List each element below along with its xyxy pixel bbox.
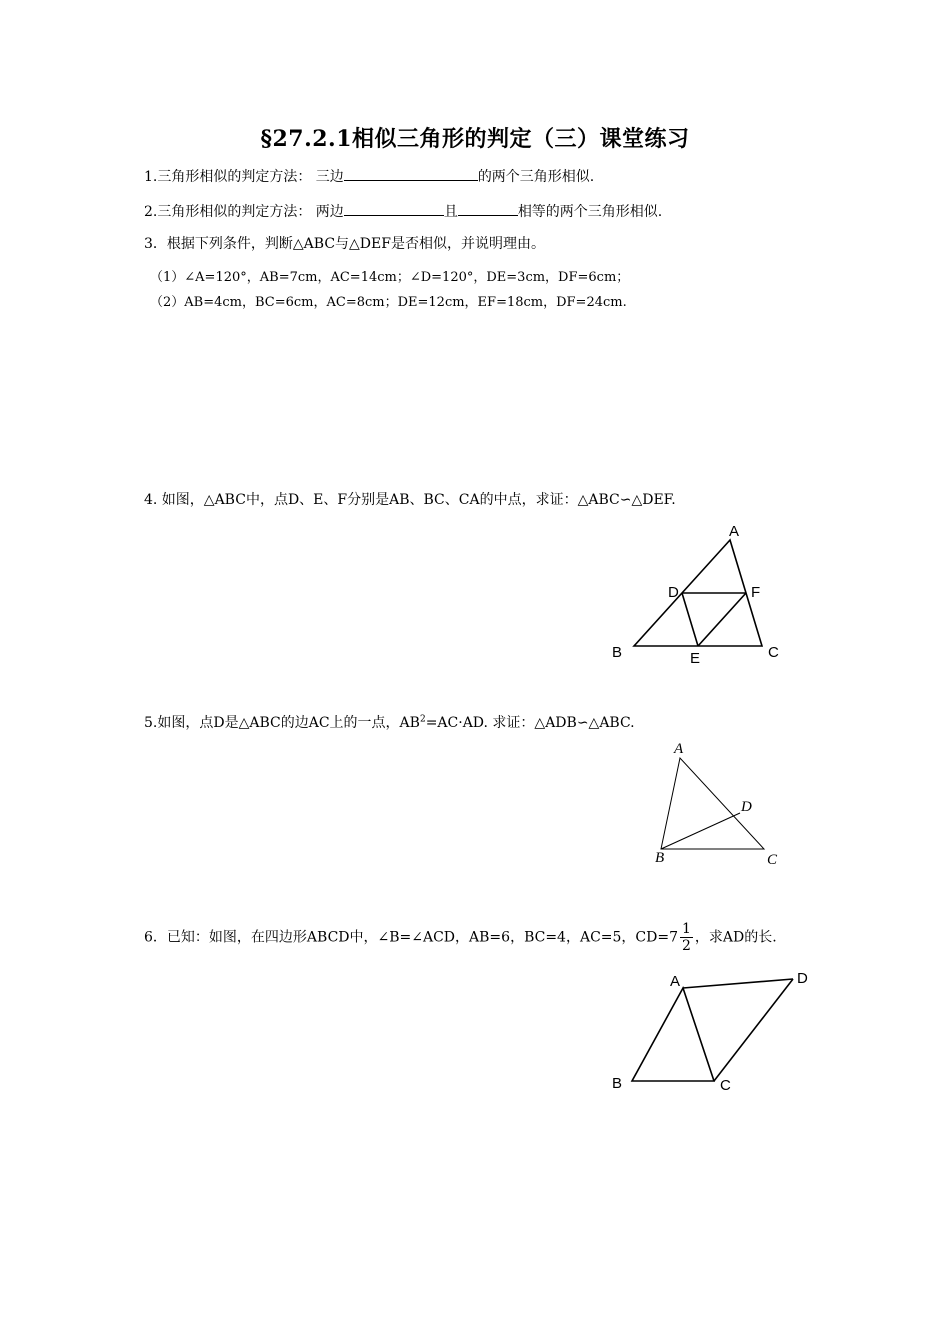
question-5-text-b: =AC·AD. 求证：△ADB∽△ABC. [425,715,635,731]
label-D: D [668,584,679,601]
label-B: B [612,644,623,661]
fraction-one-half: $\frac{1}{2}$ [682,921,691,954]
question-4: 4. 如图，△ABC中，点D、E、F分别是AB、BC、CA的中点，求证：△ABC∽△DEF. [144,492,676,508]
label-D: D [797,970,808,987]
label-B: B [655,850,665,866]
label-C: C [767,852,778,868]
question-2-prefix: 2.三角形相似的判定方法： 两边 [144,204,344,220]
question-3-part-1: （1）∠A=120°，AB=7cm，AC=14cm；∠D=120°，DE=3cm，DF=6cm； [150,270,630,285]
question-3: 3．根据下列条件，判断△ABC与△DEF是否相似，并说明理由。 [144,236,545,252]
question-2-mid: 且 [443,204,458,220]
question-6-text-a: 6．已知：如图，在四边形ABCD中，∠B=∠ACD，AB=6，BC=4，AC=5，CD=7 [144,929,678,946]
label-F: F [751,584,761,601]
label-D: D [741,799,752,815]
question-3-part-2: （2）AB=4cm，BC=6cm，AC=8cm；DE=12cm，EF=18cm，DF=24cm. [150,295,627,310]
label-A: A [729,523,740,540]
label-E: E [690,650,701,667]
label-C: C [768,644,779,661]
question-5-superscript: 2 [419,714,426,725]
question-6-text-b: ，求AD的长. [694,929,777,946]
question-5-text-a: 5.如图，点D是△ABC的边AC上的一点，AB [144,715,420,731]
page-title: §27.2.1相似三角形的判定（三）课堂练习 [260,126,690,152]
question-1-prefix: 1.三角形相似的判定方法： 三边 [144,169,344,185]
label-A: A [674,741,684,757]
label-A: A [670,973,681,990]
question-1-suffix: 的两个三角形相似. [477,169,595,185]
label-B: B [612,1075,623,1092]
label-C: C [720,1077,731,1094]
question-2-suffix: 相等的两个三角形相似. [517,204,663,220]
